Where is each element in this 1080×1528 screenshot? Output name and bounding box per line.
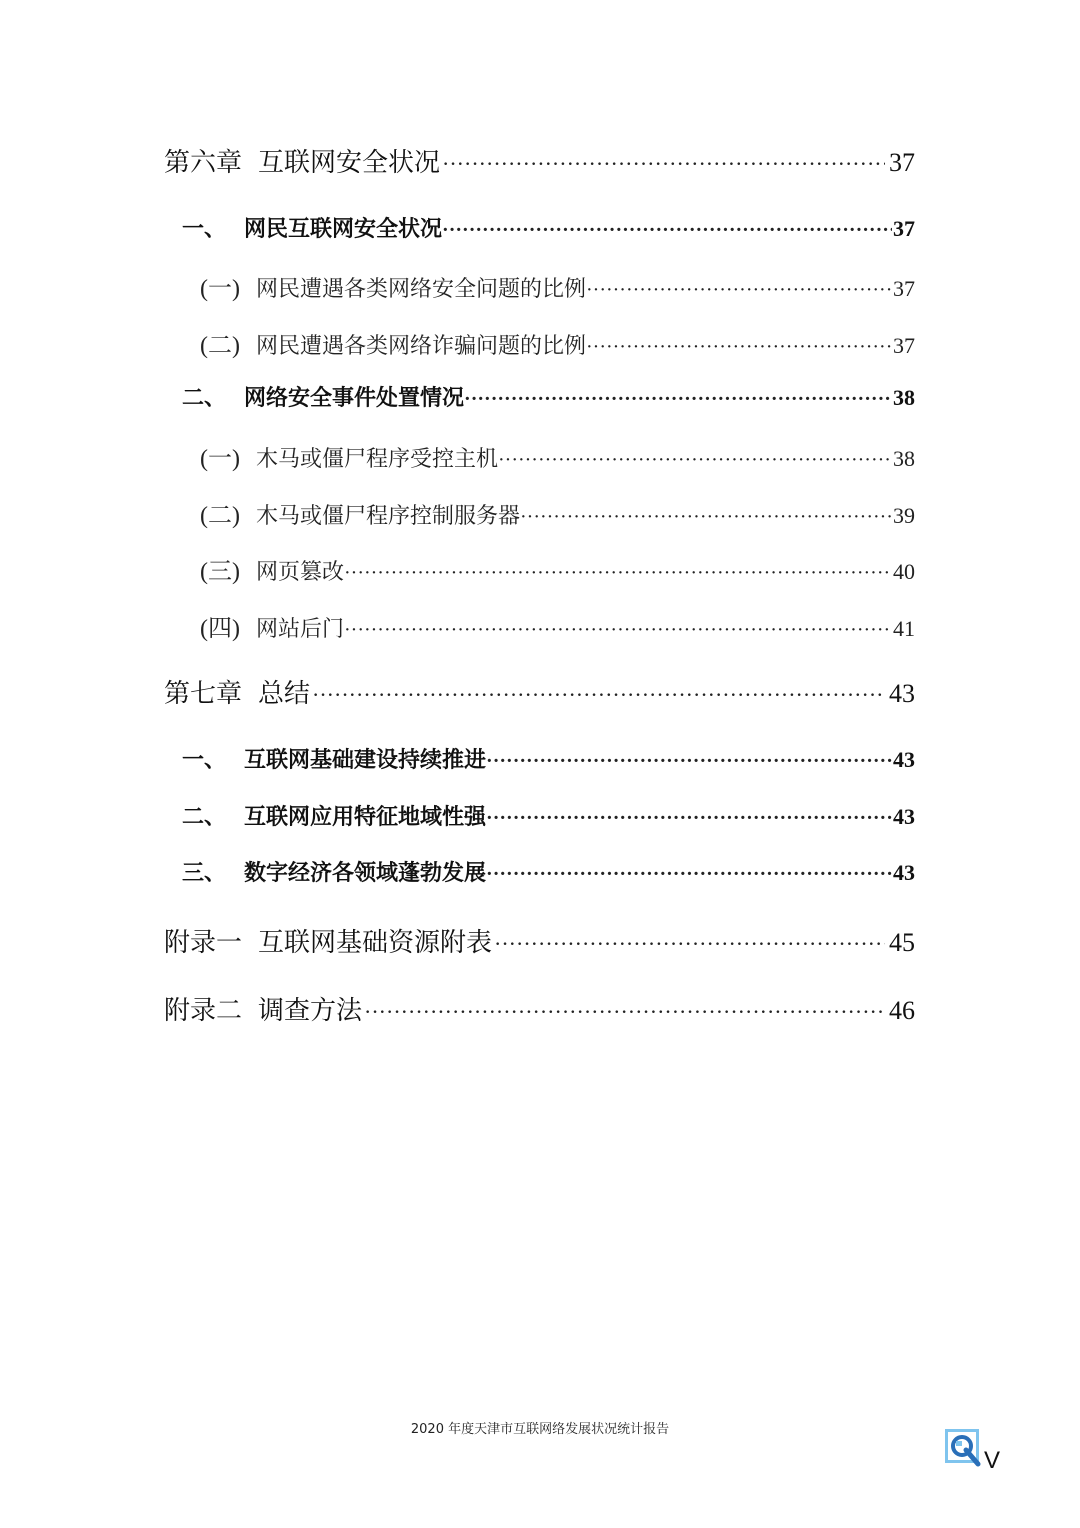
toc-entry-section[interactable] (0, 800, 1080, 831)
toc-entry-subsection[interactable] (0, 268, 1080, 303)
dot-leader (586, 336, 892, 359)
dot-leader (486, 863, 892, 886)
toc-entry-number: 附录一 (164, 928, 243, 958)
dot-leader (520, 506, 892, 529)
toc-entry-appendix-2[interactable] (0, 990, 1080, 1027)
toc-entry-number: (一) (200, 276, 240, 302)
dot-leader (586, 279, 892, 302)
toc-entry-page: 43 (889, 679, 915, 708)
toc-entry-title: 调查方法 (258, 996, 363, 1026)
toc-entry-number: 第六章 (164, 148, 243, 178)
dot-leader (498, 449, 892, 472)
dot-leader (486, 807, 892, 830)
toc-entry-number: (二) (200, 503, 240, 529)
toc-entry-number: 一、 (182, 748, 227, 773)
toc-entry-title: 木马或僵尸程序控制服务器 (255, 504, 520, 529)
toc-entry-page: 43 (893, 747, 915, 772)
dot-leader (344, 562, 892, 585)
toc-entry-page: 37 (893, 276, 915, 301)
dot-leader (486, 750, 892, 773)
toc-entry-title: 互联网基础建设持续推进 (244, 748, 487, 773)
toc-entry-title: 木马或僵尸程序受控主机 (255, 447, 498, 472)
toc-entry-subsection[interactable] (0, 608, 1080, 643)
toc-entry-page: 37 (893, 333, 915, 358)
toc-entry-title: 网络安全事件处置情况 (244, 386, 465, 411)
toc-entry-page: 46 (889, 996, 915, 1025)
toc-entry-section[interactable] (0, 381, 1080, 412)
dot-leader (442, 151, 885, 177)
toc-entry-page: 39 (893, 503, 915, 528)
toc-entry-subsection[interactable] (0, 551, 1080, 586)
toc-entry-page: 37 (893, 216, 915, 241)
toc-entry-number: (二) (200, 333, 240, 359)
toc-entry-number: 第七章 (164, 679, 243, 709)
toc-entry-number: (四) (200, 616, 240, 642)
toc-entry-title: 数字经济各领域蓬勃发展 (244, 861, 487, 886)
toc-entry-title: 互联网应用特征地域性强 (244, 805, 487, 830)
toc-entry-page: 43 (893, 860, 915, 885)
toc-entry-number: (三) (200, 559, 240, 585)
dot-leader (364, 999, 885, 1025)
toc-entry-page: 45 (889, 928, 915, 957)
toc-entry-title: 网站后门 (255, 617, 344, 642)
toc-entry-subsection[interactable] (0, 495, 1080, 530)
toc-entry-page: 40 (893, 559, 915, 584)
toc-entry-page: 37 (889, 148, 915, 177)
toc-entry-page: 38 (893, 446, 915, 471)
toc-entry-number: 一、 (182, 217, 227, 242)
toc-entry-title: 网民遭遇各类网络诈骗问题的比例 (255, 334, 586, 359)
toc-entry-title: 总结 (258, 679, 311, 709)
logo-letter: V (984, 1447, 1000, 1472)
toc-entry-number: (一) (200, 446, 240, 472)
toc-entry-section[interactable] (0, 212, 1080, 243)
toc-entry-subsection[interactable] (0, 325, 1080, 360)
dot-leader (344, 619, 892, 642)
toc-entry-appendix-1[interactable] (0, 922, 1080, 959)
toc-entry-number: 二、 (182, 805, 227, 830)
toc-entry-subsection[interactable] (0, 438, 1080, 473)
toc-entry-section[interactable] (0, 856, 1080, 887)
toc-entry-section[interactable] (0, 743, 1080, 774)
dot-leader (464, 388, 892, 411)
dot-leader (494, 931, 885, 957)
toc-entry-title: 网页篡改 (255, 560, 344, 585)
qv-logo-icon (944, 1428, 1000, 1472)
toc-entry-number: 三、 (182, 861, 227, 886)
toc-entry-title: 网民遭遇各类网络安全问题的比例 (255, 277, 586, 302)
dot-leader (312, 682, 885, 708)
toc-entry-title: 互联网安全状况 (258, 148, 441, 178)
toc-entry-chapter-6[interactable] (0, 142, 1080, 179)
toc-entry-page: 43 (893, 804, 915, 829)
toc-entry-page: 38 (893, 385, 915, 410)
toc-entry-number: 附录二 (164, 996, 243, 1026)
page-footer: 2020 年度天津市互联网络发展状况统计报告 (410, 1422, 670, 1437)
toc-entry-page: 41 (893, 616, 915, 641)
toc-entry-title: 互联网基础资源附表 (258, 928, 493, 958)
toc-entry-chapter-7[interactable] (0, 673, 1080, 710)
toc-entry-number: 二、 (182, 386, 227, 411)
dot-leader (442, 219, 892, 242)
toc-entry-title: 网民互联网安全状况 (244, 217, 443, 242)
